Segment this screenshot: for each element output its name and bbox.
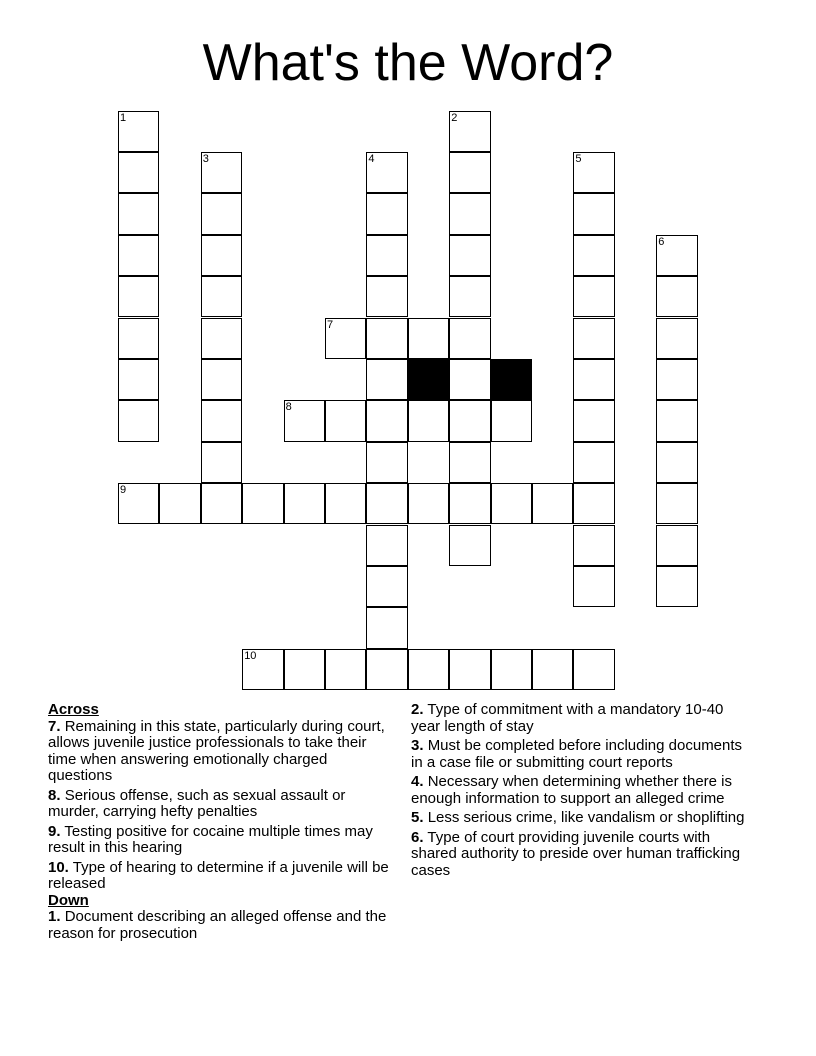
clue-number-label: 8 [285,401,292,414]
block-cell [408,359,449,400]
answer-cell[interactable] [491,649,532,690]
clue-down-1 [48,909,393,942]
answer-cell[interactable] [118,400,159,441]
clue-down-2 [411,702,756,735]
answer-cell[interactable] [449,235,490,276]
answer-cell[interactable] [573,152,614,193]
answer-cell[interactable] [242,483,283,524]
answer-cell[interactable] [449,111,490,152]
answer-cell[interactable] [573,318,614,359]
clue-text: Less serious crime, like vandalism or shoplifting [427,809,745,826]
clue-number-label: 6 [658,235,665,248]
answer-cell[interactable] [201,276,242,317]
clue-number-label: 3 [202,152,209,165]
answer-cell[interactable] [449,152,490,193]
answer-cell[interactable] [366,359,407,400]
answer-cell[interactable] [449,193,490,234]
answer-cell[interactable] [284,483,325,524]
answer-cell[interactable] [532,649,573,690]
answer-cell[interactable] [325,649,366,690]
answer-cell[interactable] [656,235,697,276]
clue-across-8 [48,788,393,821]
clue-text: Type of commitment with a mandatory 10-40 year length of stay [411,701,724,735]
answer-cell[interactable] [366,442,407,483]
clue-down-4 [411,774,756,807]
answer-cell[interactable] [573,649,614,690]
answer-cell[interactable] [573,359,614,400]
answer-cell[interactable] [118,318,159,359]
clue-text: Serious offense, such as sexual assault or murder, carrying hefty penalties [48,786,346,820]
clue-number: 10. [48,858,69,876]
answer-cell[interactable] [366,649,407,690]
answer-cell[interactable] [325,483,366,524]
clues-column-right [411,702,756,882]
answer-cell[interactable] [408,649,449,690]
answer-cell[interactable] [366,235,407,276]
answer-cell[interactable] [573,235,614,276]
answer-cell[interactable] [449,649,490,690]
clue-number: 3. [411,737,424,754]
clue-text: Type of court providing juvenile courts with shared authority to preside over human trafficking cases [411,828,741,879]
answer-cell[interactable] [449,525,490,566]
clue-down-6 [411,830,756,880]
answer-cell[interactable] [366,566,407,607]
clue-number: 7. [48,717,61,735]
clue-number: 6. [411,828,424,846]
clue-number-label: 9 [120,484,127,497]
answer-cell[interactable] [449,442,490,483]
answer-cell[interactable] [656,442,697,483]
answer-cell[interactable] [366,276,407,317]
answer-cell[interactable] [573,276,614,317]
clue-across-7 [48,719,393,785]
answer-cell[interactable] [366,152,407,193]
answer-cell[interactable] [118,276,159,317]
clue-number: 9. [48,822,61,840]
answer-cell[interactable] [201,152,242,193]
answer-cell[interactable] [573,566,614,607]
answer-cell[interactable] [201,359,242,400]
down-heading: Down [48,891,89,909]
answer-cell[interactable] [366,400,407,441]
answer-cell[interactable] [159,483,200,524]
answer-cell[interactable] [656,525,697,566]
answer-cell[interactable] [656,359,697,400]
clue-text: Remaining in this state, particularly during court, allows juvenile justice professionals to take their time when answering emotionally charged questions [48,717,385,784]
answer-cell[interactable] [118,152,159,193]
answer-cell[interactable] [284,400,325,441]
answer-cell[interactable] [325,318,366,359]
clue-number-label: 10 [244,649,257,662]
answer-cell[interactable] [118,235,159,276]
answer-cell[interactable] [573,442,614,483]
answer-cell[interactable] [118,359,159,400]
clue-number-label: 4 [368,152,375,165]
clue-across-9 [48,824,393,857]
answer-cell[interactable] [201,442,242,483]
answer-cell[interactable] [573,193,614,234]
answer-cell[interactable] [449,400,490,441]
answer-cell[interactable] [201,318,242,359]
page-title: What's the Word? [202,34,614,92]
answer-cell[interactable] [408,483,449,524]
answer-cell[interactable] [408,400,449,441]
clue-text: Necessary when determining whether there is enough information to support an alleged crime [411,773,733,807]
answer-cell[interactable] [449,359,490,400]
answer-cell[interactable] [491,400,532,441]
answer-cell[interactable] [449,483,490,524]
clue-number: 8. [48,786,61,804]
answer-cell[interactable] [118,483,159,524]
answer-cell[interactable] [573,400,614,441]
answer-cell[interactable] [118,111,159,152]
answer-cell[interactable] [656,318,697,359]
answer-cell[interactable] [242,649,283,690]
answer-cell[interactable] [325,400,366,441]
clue-down-3 [411,738,756,771]
clue-text: Must be completed before including documents in a case file or submitting court reports [411,737,743,771]
clue-across-10 [48,860,393,893]
answer-cell[interactable] [656,276,697,317]
clue-text: Type of hearing to determine if a juvenile will be released [48,858,389,892]
answer-cell[interactable] [366,483,407,524]
clues-column-left [48,702,393,945]
clue-number: 4. [411,773,424,790]
answer-cell[interactable] [366,525,407,566]
answer-cell[interactable] [449,276,490,317]
answer-cell[interactable] [201,193,242,234]
clue-number-label: 2 [451,111,458,124]
answer-cell[interactable] [366,318,407,359]
answer-cell[interactable] [118,193,159,234]
block-cell [491,359,532,400]
answer-cell[interactable] [656,566,697,607]
answer-cell[interactable] [491,483,532,524]
clue-number: 5. [411,809,424,826]
across-heading: Across [48,701,99,718]
clue-down-5 [411,810,756,827]
clue-text: Document describing an alleged offense and the reason for prosecution [48,908,387,942]
clue-number: 1. [48,908,61,925]
answer-cell[interactable] [366,193,407,234]
answer-cell[interactable] [366,607,407,648]
clue-number-label: 5 [575,152,582,165]
answer-cell[interactable] [656,483,697,524]
clue-text: Testing positive for cocaine multiple times may result in this hearing [48,822,373,856]
answer-cell[interactable] [656,400,697,441]
answer-cell[interactable] [532,483,573,524]
answer-cell[interactable] [201,483,242,524]
answer-cell[interactable] [201,235,242,276]
answer-cell[interactable] [408,318,449,359]
clue-number-label: 1 [120,111,127,124]
answer-cell[interactable] [201,400,242,441]
clue-number-label: 7 [327,318,334,331]
answer-cell[interactable] [449,318,490,359]
clue-number: 2. [411,701,424,718]
answer-cell[interactable] [573,483,614,524]
answer-cell[interactable] [284,649,325,690]
answer-cell[interactable] [573,525,614,566]
